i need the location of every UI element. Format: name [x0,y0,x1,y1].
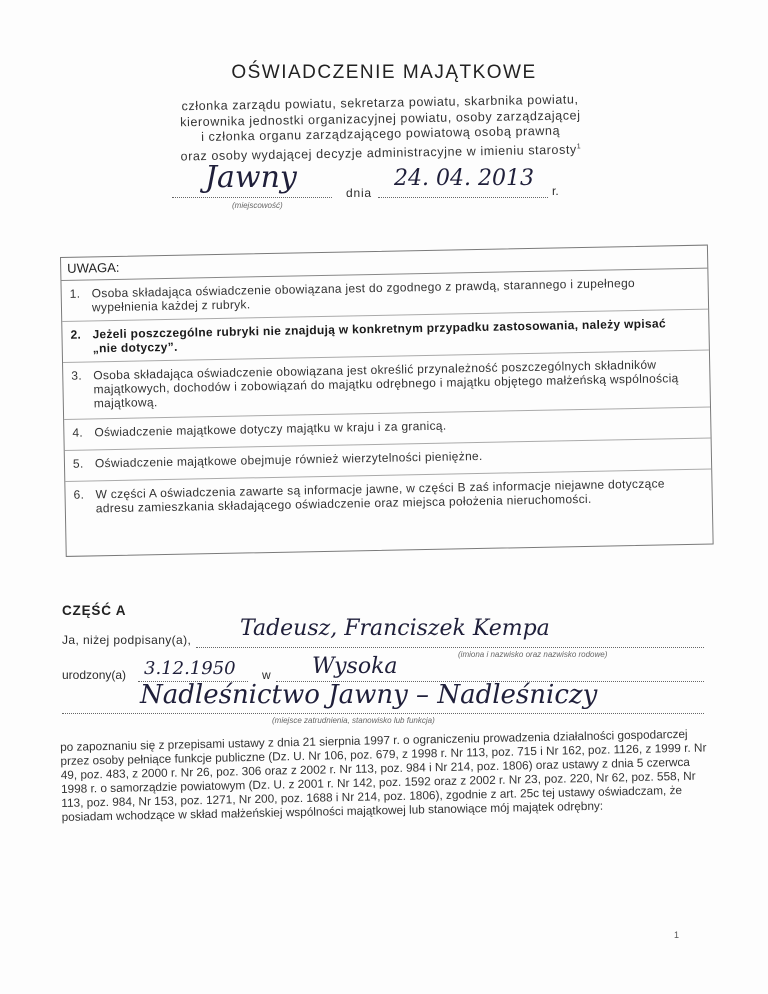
item-number: 6. [73,487,85,502]
signed-line [196,646,704,648]
item-number: 2. [70,327,82,342]
place-handwritten: Jawny [205,160,297,195]
part-a-heading: CZĘŚĆ A [62,603,127,618]
subtitle-line: kierownika jednostki organizacyjnej powiatu, osoby zarządzającej [180,107,581,129]
employment-caption: (miejsce zatrudnienia, stanowisko lub funkcja) [272,716,435,725]
place-line [172,196,332,198]
signed-handwritten: Tadeusz, Franciszek Kempa [240,616,550,641]
item-text: Osoba składająca oświadczenie obowiązana jest do zgodnego z prawdą, starannego i zupełnego wypełnienia każdej z rubryk. [91,275,636,315]
employment-handwritten: Nadleśnictwo Jawny – Nadleśniczy [140,680,598,710]
item-number: 5. [72,456,84,471]
born-in-label: w [262,668,271,682]
born-date-handwritten: 3.12.1950 [144,658,236,679]
legal-paragraph: po zapoznaniu się z przepisami ustawy z dnia 21 sierpnia 1997 r. o ograniczeniu prowadzenia działalności gospodarczej przez osoby pełniące funkcje publiczne (Dz. U. Nr 106, poz. 679, z 1998 r. Nr 113, poz. 715 i Nr 162, poz. 1126, z 1999 r. Nr 49, poz. 483, z 2000 r. Nr 26, poz. 306 oraz z 2002 r. Nr 113, poz. 984 i Nr 214, poz. 1806) oraz ustawy z dnia 5 czerwca 1998 r. o samorządzie powiatowym (Dz. U. z 2001 r. Nr 142, poz. 1592 oraz z 2002 r. Nr 23, poz. 220, Nr 62, poz. 558, Nr 113, poz. 984, Nr 153, poz. 1271, Nr 200, poz. 1688 i Nr 214, poz. 1806), zgodnie z art. 25c tej ustawy oświadczam, że posiadam wchodzące w skład małżeńskiej wspólności majątkowej lub stanowiące mój majątek odrębny: [60,726,707,824]
item-text: Osoba składająca oświadczenie obowiązana jest określić przynależność poszczególnych składników majątkowych, dochodów i zobowiązań do majątku odrębnego i majątku objętego małżeńską wspólnością majątkową. [93,357,679,411]
document-subtitle [140,92,621,166]
names-caption: (imiona i nazwisko oraz nazwisko rodowe) [458,650,608,659]
item-text: Oświadczenie majątkowe obejmuje również wierzytelności pieniężne. [94,448,483,471]
place-caption: (miejscowość) [232,201,283,210]
subtitle-line: i członka organu zarządzającego powiatową osobą prawną [201,123,561,144]
page-number: 1 [674,930,680,940]
item-number: 4. [72,425,84,440]
born-place-handwritten: Wysoka [312,654,398,679]
date-line [378,196,548,198]
uwaga-heading: UWAGA: [67,259,120,276]
date-handwritten: 24. 04. 2013 [394,166,534,191]
item-number: 3. [71,368,83,383]
uwaga-item [65,470,712,542]
item-text: W części A oświadczenia zawarte są informacje jawne, w części B zaś informacje niejawne dotyczące adresu zamieszkania składającego oświadczenie oraz miejsca położenia nieruchomości. [95,476,665,516]
footnote-mark: 1 [576,142,582,150]
employment-line [62,712,704,714]
document-title: OŚWIADCZENIE MAJĄTKOWE [231,62,537,83]
item-number: 1. [69,286,81,301]
signed-label: Ja, niżej podpisany(a), [62,633,192,647]
subtitle-line: oraz osoby wydającej decyzje administracyjne w imieniu starosty$^1$ [180,142,582,163]
born-label: urodzony(a) [62,668,127,682]
date-label: dnia [346,186,372,200]
item-text: Jeżeli poszczególne rubryki nie znajdują w konkretnym przypadku zastosowania, należy wpisać „nie dotyczy”. [92,316,666,356]
item-text: Oświadczenie majątkowe dotyczy majątku w kraju i za granicą. [94,418,447,440]
subtitle-line: członka zarządu powiatu, sekretarza powiatu, skarbnika powiatu, [181,92,579,114]
uwaga-box [60,245,714,557]
date-suffix: r. [552,184,559,198]
